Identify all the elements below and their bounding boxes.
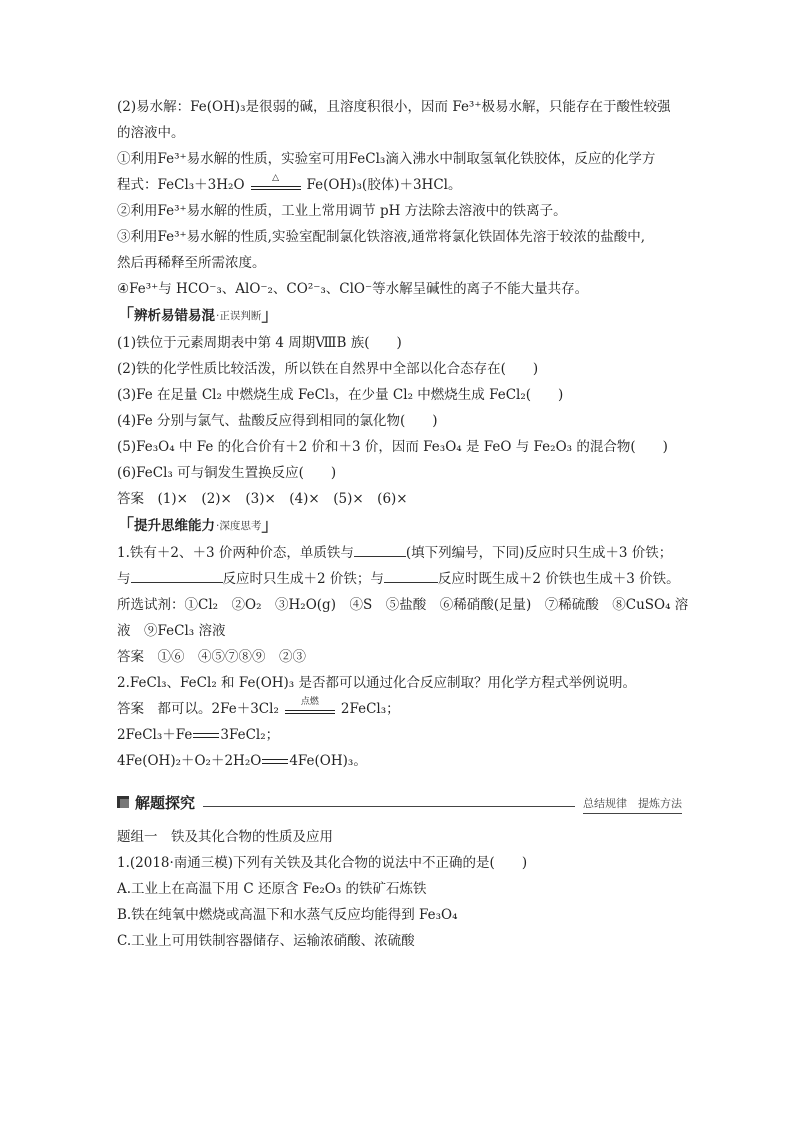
q2-answer-eq3 (117, 748, 682, 774)
section-bar-problem-solving (117, 790, 682, 814)
q1-text-b: (填下列编号，下同)反应时只生成＋3 价铁； (405, 545, 673, 561)
section-square-icon (117, 796, 129, 808)
q2-text: 2.FeCl₃、FeCl₂ 和 Fe(OH)₃ 是否都可以通过化合反应制取？用化学方程式举例说明。 (117, 675, 637, 691)
q1-line-2 (117, 566, 682, 592)
answer-blank-2[interactable] (131, 568, 223, 583)
heat-condition-sign (251, 172, 301, 195)
q2-eq1-left: 答案 都可以。2Fe＋3Cl₂ (117, 701, 279, 717)
group-title: 题组一 铁及其化合物的性质及应用 (117, 829, 333, 845)
section-heading-think (117, 513, 682, 539)
judgment-1: (1)铁位于元素周期表中第 4 周期ⅧB 族( ) (117, 335, 402, 351)
mcq-option-c: C.工业上可用铁制容器储存、运输浓硝酸、浓硫酸 (117, 933, 415, 949)
close-bracket-icon: 」 (261, 516, 279, 536)
item4-line: ④Fe³⁺与 HCO⁻₃、AlO⁻₂、CO²⁻₃、ClO⁻等水解呈碱性的离子不能大量共存。 (117, 281, 589, 297)
section-divider (203, 806, 575, 807)
ignite-condition: 点燃 (300, 696, 319, 707)
equals-sign (193, 733, 219, 738)
q1-options-line-1: 所选试剂：①Cl₂ ②O₂ ③H₂O(g) ④S ⑤盐酸 ⑥稀硝酸(足量) ⑦稀硫酸 ⑧CuSO₄ 溶 (117, 597, 689, 613)
q1-text-d: 反应时只生成＋2 价铁；与 (222, 571, 384, 587)
q2-answer-eq2 (117, 722, 682, 748)
hydrolysis-line-1: (2)易水解：Fe(OH)₃是很弱的碱，且溶度积很小，因而 Fe³⁺极易水解，只能存在于酸性较强 (117, 99, 671, 115)
mcq-option-a: A.工业上在高温下用 C 还原含 Fe₂O₃ 的铁矿石炼铁 (117, 881, 427, 897)
judgment-6: (6)FeCl₃ 可与铜发生置换反应( ) (117, 465, 337, 481)
item3-line-1: ③利用Fe³⁺易水解的性质,实验室配制氯化铁溶液,通常将氯化铁固体先溶于较浓的盐酸中, (117, 229, 646, 245)
q2-answer-eq1 (117, 696, 682, 722)
section-heading-sub: ·正误判断 (216, 310, 262, 322)
hydrolysis-line-2: 的溶液中。 (117, 125, 185, 141)
item1-eq-right: Fe(OH)₃(胶体)＋3HCl。 (306, 177, 462, 193)
q1-options-line-2: 液 ⑨FeCl₃ 溶液 (117, 623, 226, 639)
mcq-stem: 1.(2018·南通三模)下列有关铁及其化合物的说法中不正确的是( ) (117, 855, 528, 871)
answer-blank-3[interactable] (384, 568, 438, 583)
page-content (117, 94, 689, 954)
heat-condition: △ (272, 172, 279, 183)
q2-eq1-right: 2FeCl₃； (340, 701, 400, 717)
q1-text-a: 1.铁有＋2、＋3 价两种价态，单质铁与 (117, 545, 354, 561)
q2-eq3-left: 4Fe(OH)₂＋O₂＋2H₂O (117, 753, 262, 769)
answer-blank-1[interactable] (354, 542, 406, 557)
q2-eq2-left: 2FeCl₃＋Fe (117, 727, 193, 743)
section-heading-sub: ·深度思考 (216, 520, 262, 532)
q2-eq2-right: 3FeCl₂； (220, 727, 280, 743)
judgment-answer: 答案 (1)× (2)× (3)× (4)× (5)× (6)× (117, 491, 408, 507)
q1-text-e: 反应时既生成＋2 价铁也生成＋3 价铁。 (437, 571, 680, 587)
open-bracket-icon: 「 (117, 516, 134, 536)
judgment-5: (5)Fe₃O₄ 中 Fe 的化合价有＋2 价和＋3 价，因而 Fe₃O₄ 是 FeO 与 Fe₂O₃ 的混合物( ) (117, 439, 668, 455)
item1-eq-left: 程式：FeCl₃＋3H₂O (117, 177, 245, 193)
q1-text-c: 与 (117, 571, 131, 587)
open-bracket-icon: 「 (117, 306, 134, 326)
close-bracket-icon: 」 (261, 306, 279, 326)
mcq-option-b: B.铁在纯氧中燃烧或高温下和水蒸气反应均能得到 Fe₃O₄ (117, 907, 458, 923)
q1-line-1 (117, 540, 682, 566)
section-title: 解题探究 (135, 793, 196, 812)
item1-line-1: ①利用Fe³⁺易水解的性质，实验室可用FeCl₃滴入沸水中制取氢氧化铁胶体，反应的化学方 (117, 151, 656, 167)
section-heading-main: 提升思维能力 (134, 518, 215, 534)
judgment-2: (2)铁的化学性质比较活泼，所以铁在自然界中全部以化合态存在( ) (117, 361, 539, 377)
q2-eq3-right: 4Fe(OH)₃。 (289, 753, 367, 769)
item1-equation (117, 172, 682, 198)
section-subtitle: 总结规律 提炼方法 (583, 795, 682, 814)
section-heading-judge (117, 303, 682, 329)
item2-line: ②利用Fe³⁺易水解的性质，工业上常用调节 pH 方法除去溶液中的铁离子。 (117, 203, 567, 219)
ignite-condition-sign (285, 696, 335, 719)
equals-sign (262, 759, 288, 764)
judgment-3: (3)Fe 在足量 Cl₂ 中燃烧生成 FeCl₃，在少量 Cl₂ 中燃烧生成 FeCl₂( ) (117, 387, 564, 403)
item3-line-2: 然后再稀释至所需浓度。 (117, 255, 266, 271)
judgment-4: (4)Fe 分别与氯气、盐酸反应得到相同的氯化物( ) (117, 413, 438, 429)
section-heading-main: 辨析易错易混 (134, 308, 215, 324)
q1-answer: 答案 ①⑥ ④⑤⑦⑧⑨ ②③ (117, 649, 306, 665)
